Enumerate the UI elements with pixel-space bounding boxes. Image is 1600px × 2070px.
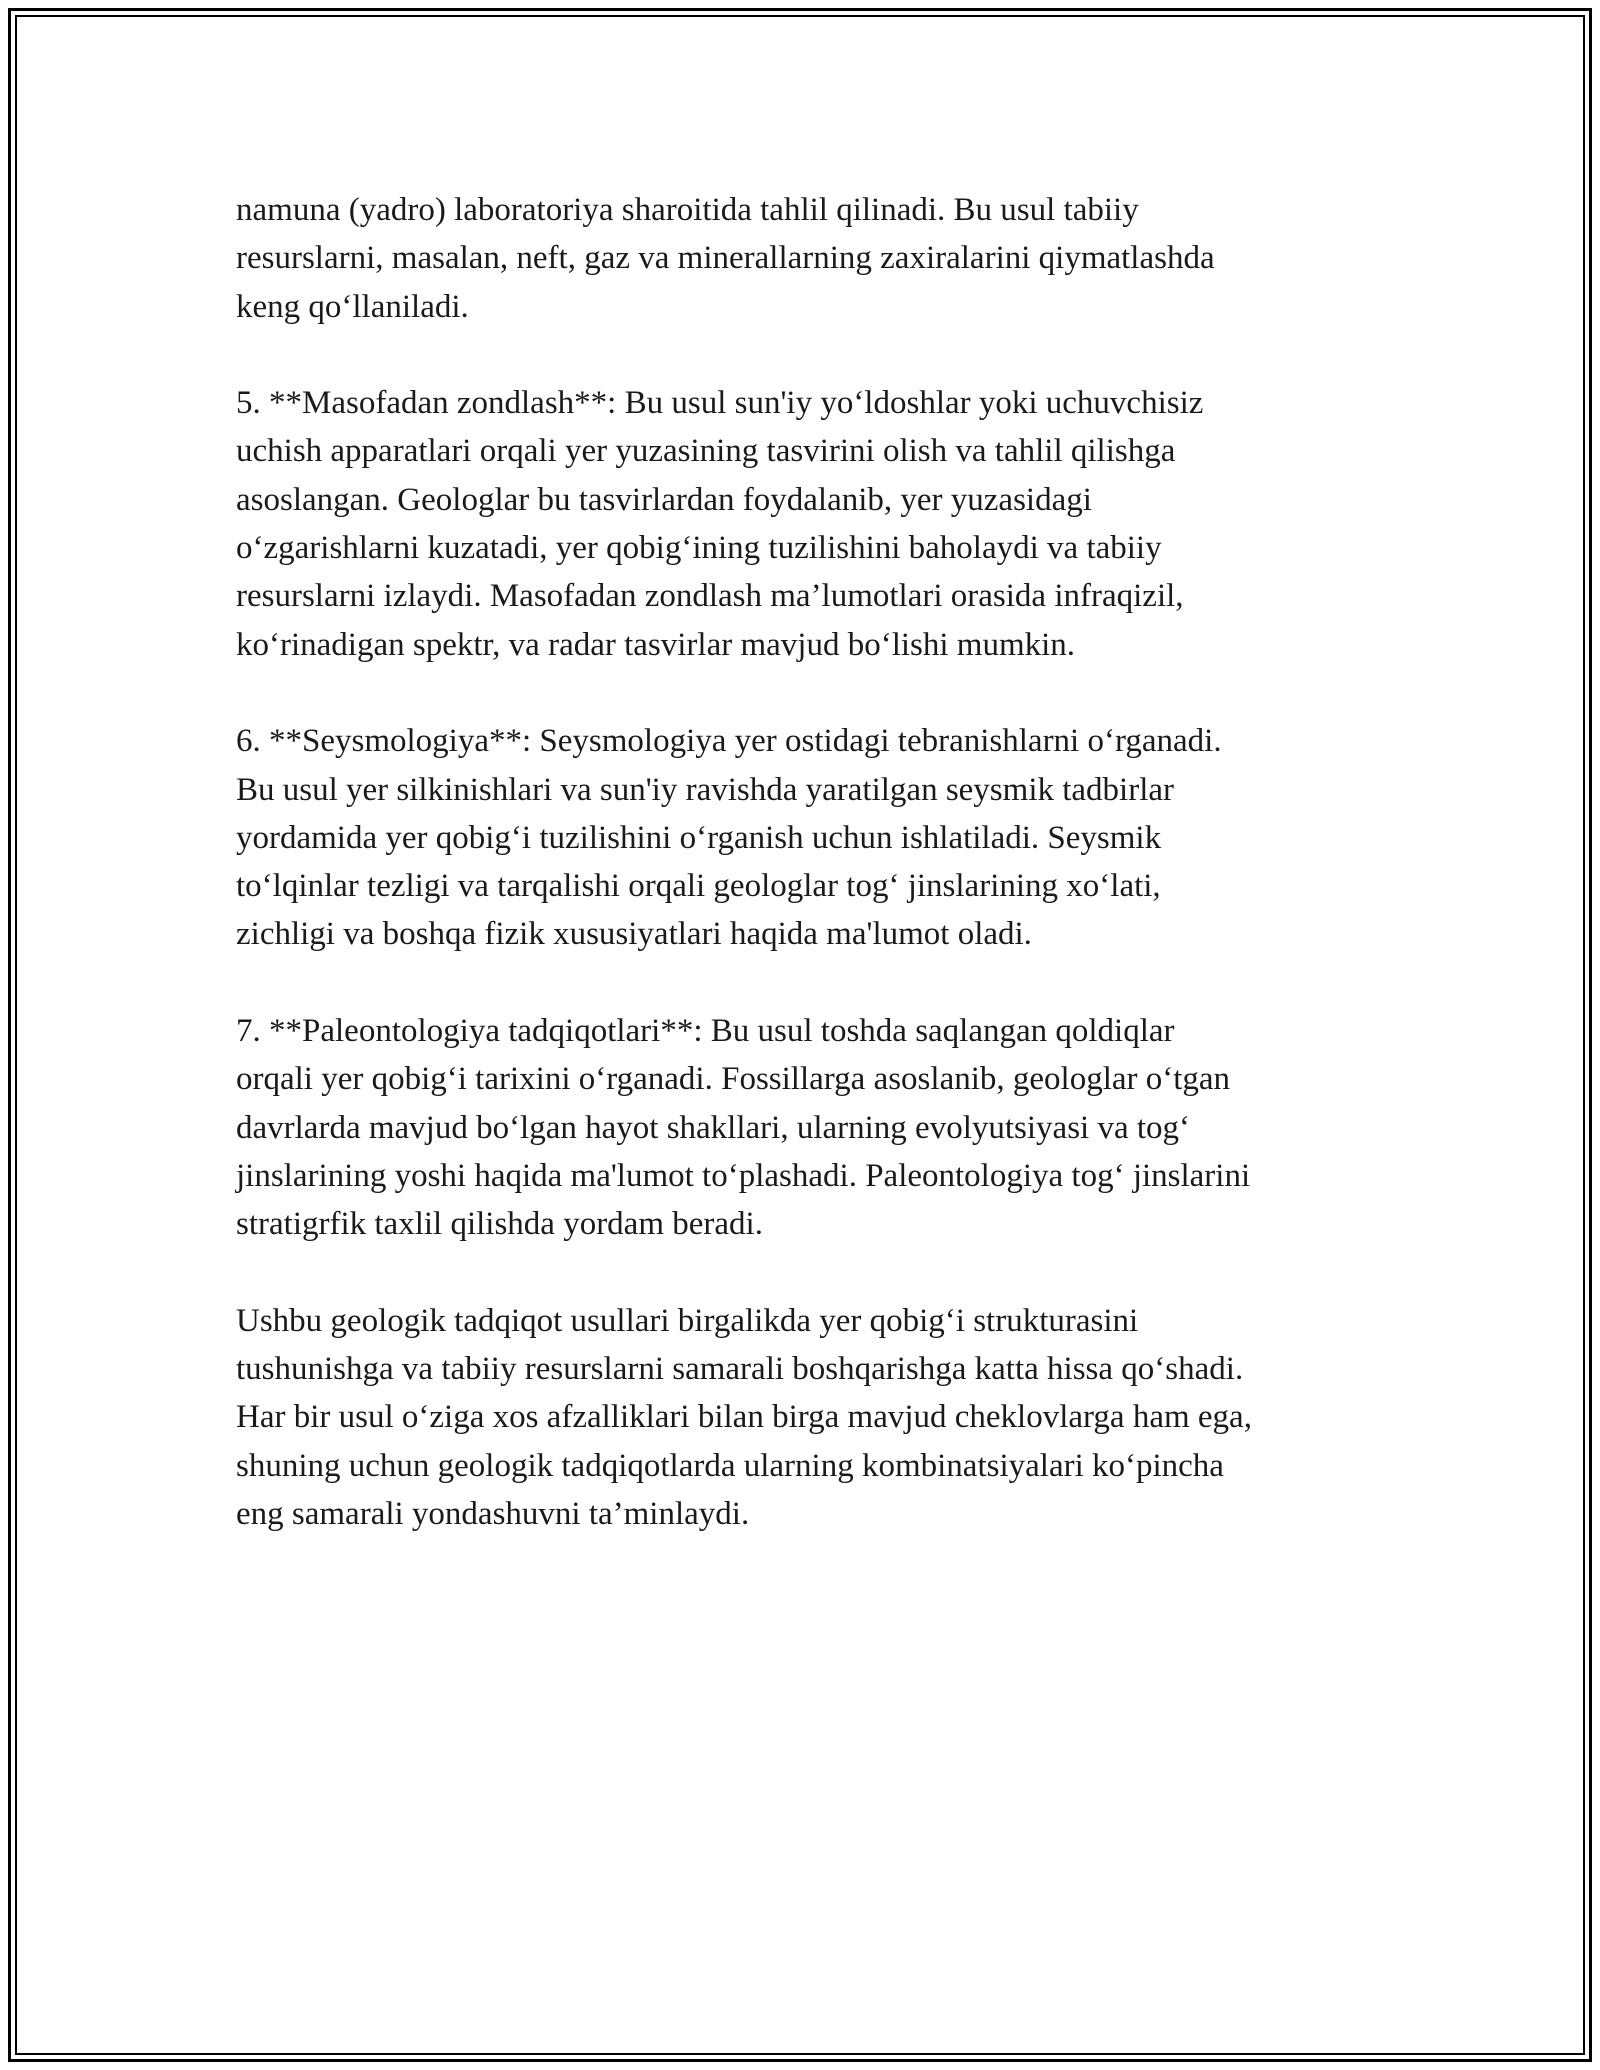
paragraph-paleontology [236,1007,1396,1248]
text-line: asoslangan. Geologlar bu tasvirlardan foydalanib, yer yuzasidagi [236,481,1092,518]
text-line: jinslarining yoshi haqida ma'lumot to‘plashadi. Paleontologiya tog‘ jinslarini [236,1157,1251,1194]
text-line: shuning uchun geologik tadqiqotlarda ularning kombinatsiyalari ko‘pincha [236,1447,1224,1484]
paragraph-core-sampling [236,186,1396,331]
text-line: to‘lqinlar tezligi va tarqalishi orqali geologlar tog‘ jinslarining xo‘lati, [236,868,1161,905]
text-line: davrlarda mavjud bo‘lgan hayot shakllari, ularning evolyutsiyasi va tog‘ [236,1109,1191,1146]
text-line: yordamida yer qobig‘i tuzilishini o‘rganish uchun ishlatiladi. Seysmik [236,819,1162,856]
text-line: uchish apparatlari orqali yer yuzasining tasvirini olish va tahlil qilishga [236,433,1176,470]
text-line: Ushbu geologik tadqiqot usullari birgalikda yer qobig‘i strukturasini [236,1302,1139,1339]
text-line: zichligi va boshqa fizik xususiyatlari haqida ma'lumot oladi. [236,916,1032,953]
text-line: keng qo‘llaniladi. [236,288,469,325]
text-line: tushunishga va tabiiy resurslarni samarali boshqarishga katta hissa qo‘shadi. [236,1351,1244,1388]
text-line: ko‘rinadigan spektr, va radar tasvirlar mavjud bo‘lishi mumkin. [236,626,1076,663]
text-line: resurslarni izlaydi. Masofadan zondlash ma’lumotlari orasida infraqizil, [236,578,1184,615]
text-line: Har bir usul o‘ziga xos afzalliklari bilan birga mavjud cheklovlarga ham ega, [236,1399,1252,1436]
paragraph-conclusion [236,1297,1396,1538]
paragraph-remote-sensing [236,379,1396,669]
text-line: namuna (yadro) laboratoriya sharoitida tahlil qilinadi. Bu usul tabiiy [236,192,1139,228]
text-line: o‘zgarishlarni kuzatadi, yer qobig‘ining tuzilishini baholaydi va tabiiy [236,530,1162,567]
document-body [236,186,1396,1587]
text-line: orqali yer qobig‘i tarixini o‘rganadi. Fossillarga asoslanib, geologlar o‘tgan [236,1061,1231,1098]
text-line: resurslarni, masalan, neft, gaz va minerallarning zaxiralarini qiymatlashda [236,240,1215,277]
text-line: eng samarali yondashuvni ta’minlaydi. [236,1496,750,1533]
text-line: 7. **Paleontologiya tadqiqotlari**: Bu usul toshda saqlangan qoldiqlar [236,1013,1175,1050]
text-line: Bu usul yer silkinishlari va sun'iy ravishda yaratilgan seysmik tadbirlar [236,771,1175,808]
text-line: 5. **Masofadan zondlash**: Bu usul sun'iy yo‘ldoshlar yoki uchuvchisiz [236,385,1204,422]
text-line: 6. **Seysmologiya**: Seysmologiya yer ostidagi tebranishlarni o‘rganadi. [236,723,1222,760]
paragraph-seismology [236,717,1396,958]
text-line: stratigrfik taxlil qilishda yordam beradi. [236,1206,763,1243]
